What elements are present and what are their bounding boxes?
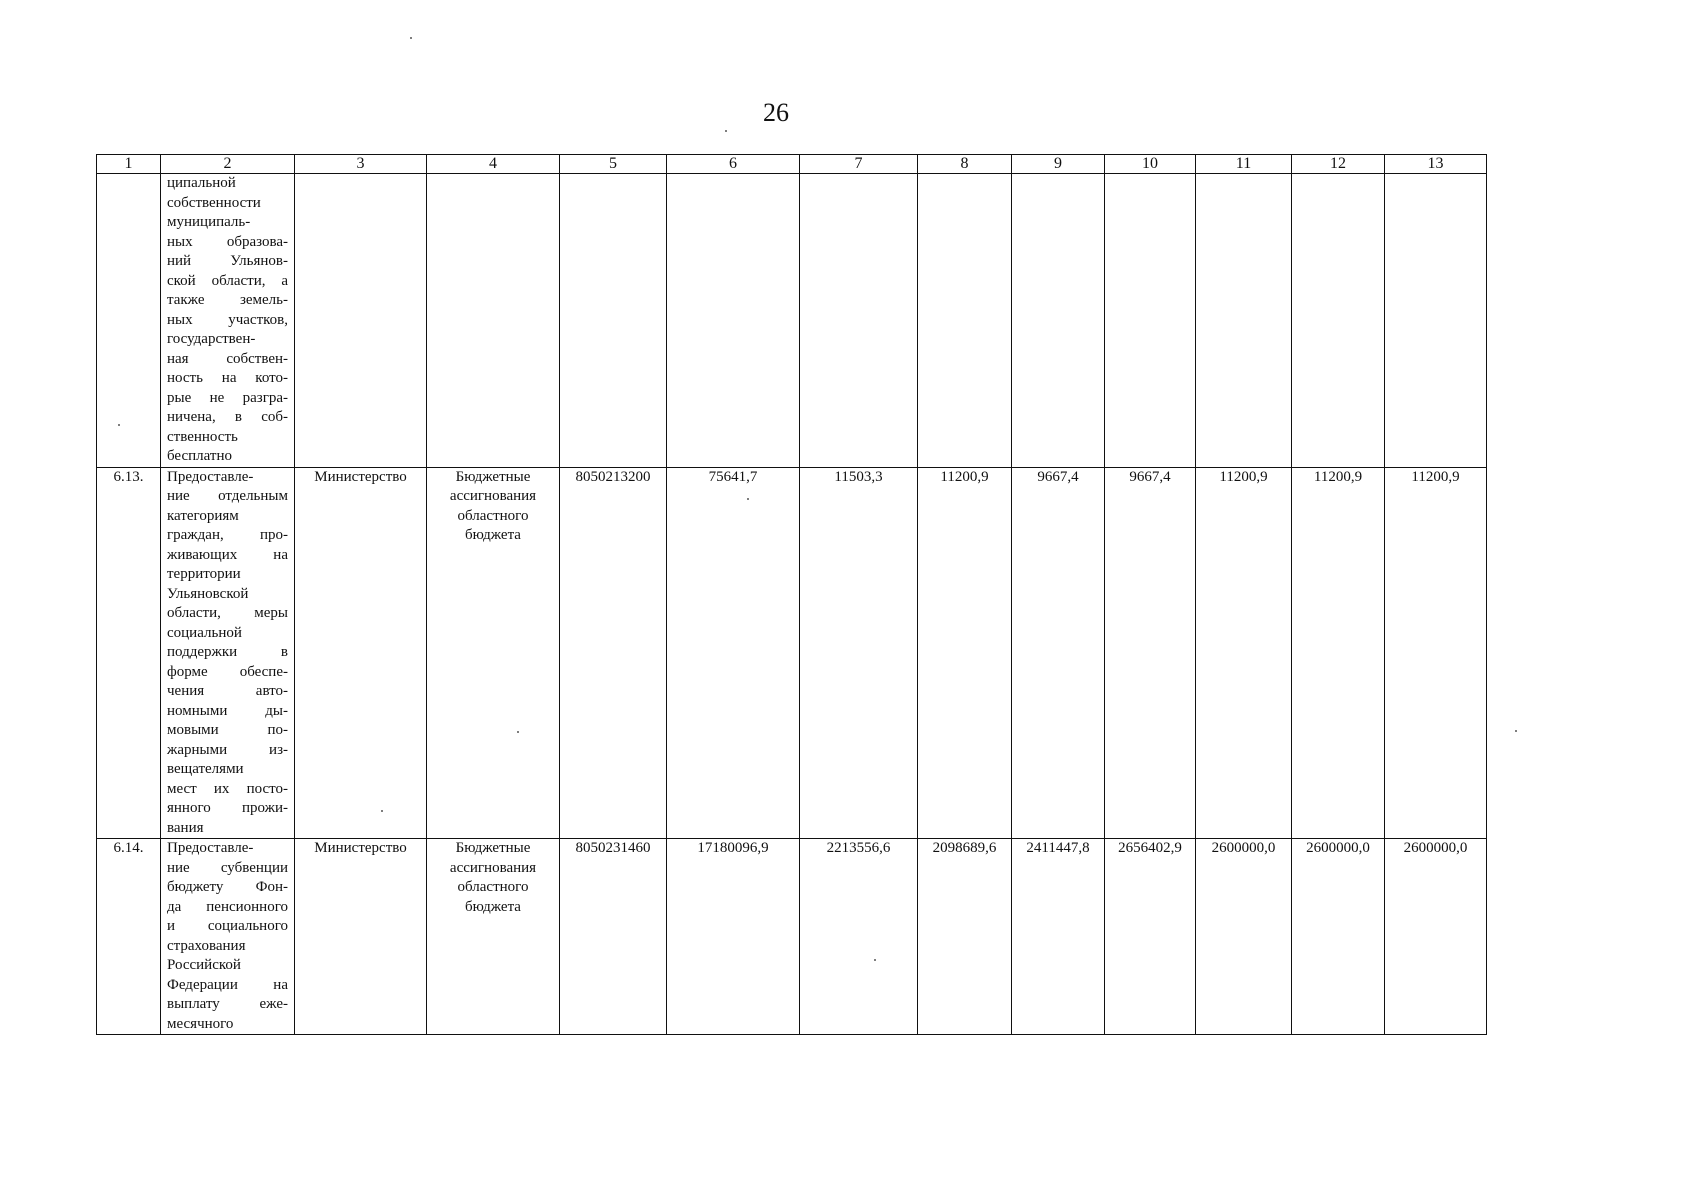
description-line: также земель- (167, 292, 288, 308)
description-line: граждан, про- (167, 527, 288, 543)
row-value: 2213556,6 (800, 839, 918, 1035)
description-line: Федерации на (167, 976, 288, 993)
page-number: 26 (763, 98, 789, 127)
description-line: бюджету Фон- (167, 879, 288, 895)
scan-speck (725, 130, 727, 132)
description-line: янного прожи- (167, 800, 288, 816)
description-line: муниципаль- (167, 214, 251, 230)
row-value: 2600000,0 (1196, 839, 1292, 1035)
row-executor (295, 174, 427, 468)
row-funding-source: Бюджетные ассигнования областного бюджета (427, 467, 560, 839)
row-value (1105, 174, 1196, 468)
description-line: ний Ульянов- (167, 253, 288, 269)
row-value: 11503,3 (800, 467, 918, 839)
row-value (1012, 174, 1105, 468)
column-header: 9 (1012, 155, 1105, 174)
description-line: Ульяновской (167, 585, 249, 602)
description-line: чения авто- (167, 683, 288, 699)
row-value (800, 174, 918, 468)
row-value (1385, 174, 1487, 468)
scan-speck (874, 959, 876, 961)
description-line: ность на кото- (167, 370, 288, 386)
row-funding-source (427, 174, 560, 468)
description-line: категориям (167, 507, 239, 524)
description-line: жарными из- (167, 741, 288, 758)
row-code: 8050213200 (560, 467, 667, 839)
scan-speck (747, 498, 749, 500)
row-value: 2656402,9 (1105, 839, 1196, 1035)
row-value: 75641,7 (667, 467, 800, 839)
description-line: и социального (167, 918, 288, 934)
row-value: 11200,9 (1292, 467, 1385, 839)
scan-speck (1515, 730, 1517, 732)
row-funding-source: Бюджетные ассигнования областного бюджета (427, 839, 560, 1035)
column-header: 5 (560, 155, 667, 174)
description-line: рые не разгра- (167, 389, 288, 406)
description-line: форме обеспе- (167, 663, 288, 680)
description-line: ная собствен- (167, 350, 288, 367)
column-header: 4 (427, 155, 560, 174)
description-line: выплату еже- (167, 996, 288, 1012)
row-value: 17180096,9 (667, 839, 800, 1035)
row-code (560, 174, 667, 468)
description-line: социальной (167, 624, 242, 641)
description-line: вещателями (167, 761, 244, 777)
description-line: бесплатно (167, 448, 232, 464)
column-header: 2 (161, 155, 295, 174)
column-header: 13 (1385, 155, 1487, 174)
row-executor: Министерство (295, 467, 427, 839)
row-value: 11200,9 (1196, 467, 1292, 839)
description-line: собственности (167, 194, 261, 211)
row-code: 8050231460 (560, 839, 667, 1035)
budget-table (96, 154, 1487, 1035)
column-header: 11 (1196, 155, 1292, 174)
row-value: 11200,9 (1385, 467, 1487, 839)
description-line: Российской (167, 957, 241, 973)
column-header: 8 (918, 155, 1012, 174)
column-header: 6 (667, 155, 800, 174)
row-value: 2098689,6 (918, 839, 1012, 1035)
description-line: живающих на (167, 546, 288, 563)
description-line: страхования (167, 937, 246, 954)
table-row (97, 174, 1487, 468)
description-line: ных участков, (167, 311, 288, 328)
row-value: 9667,4 (1105, 467, 1196, 839)
row-description (161, 467, 295, 839)
description-line: Предоставле- (167, 468, 254, 485)
row-value (1292, 174, 1385, 468)
row-number (97, 174, 161, 468)
row-number: 6.13. (97, 467, 161, 839)
description-line: территории (167, 566, 241, 582)
description-line: да пенсионного (167, 898, 288, 915)
scan-speck (410, 37, 412, 39)
description-line: ничена, в соб- (167, 409, 288, 425)
column-header: 12 (1292, 155, 1385, 174)
row-executor: Министерство (295, 839, 427, 1035)
column-header: 1 (97, 155, 161, 174)
description-line: мовыми по- (167, 722, 288, 738)
row-value (667, 174, 800, 468)
row-value (918, 174, 1012, 468)
column-header: 3 (295, 155, 427, 174)
description-line: месячного (167, 1015, 234, 1032)
description-line: вания (167, 819, 204, 836)
description-line: области, меры (167, 605, 288, 621)
description-line: мест их посто- (167, 780, 288, 797)
description-line: ской области, а (167, 272, 288, 289)
row-description (161, 174, 295, 468)
row-number: 6.14. (97, 839, 161, 1035)
table-row (97, 467, 1487, 839)
description-line: ных образова- (167, 233, 288, 250)
row-description (161, 839, 295, 1035)
column-header: 7 (800, 155, 918, 174)
description-line: поддержки в (167, 644, 288, 660)
row-value: 11200,9 (918, 467, 1012, 839)
description-line: ние отдельным (167, 488, 288, 504)
scan-speck (118, 424, 120, 426)
row-value: 9667,4 (1012, 467, 1105, 839)
description-line: ципальной (167, 175, 236, 191)
description-line: ние субвенции (167, 859, 288, 876)
description-line: государствен- (167, 331, 256, 347)
description-line: номными ды- (167, 702, 288, 719)
table-row (97, 839, 1487, 1035)
row-value: 2600000,0 (1292, 839, 1385, 1035)
row-value (1196, 174, 1292, 468)
scan-speck (517, 731, 519, 733)
row-value: 2600000,0 (1385, 839, 1487, 1035)
description-line: Предоставле- (167, 840, 254, 856)
column-header: 10 (1105, 155, 1196, 174)
description-line: ственность (167, 428, 238, 445)
row-value: 2411447,8 (1012, 839, 1105, 1035)
scan-speck (381, 810, 383, 812)
column-number-row (97, 155, 1487, 174)
